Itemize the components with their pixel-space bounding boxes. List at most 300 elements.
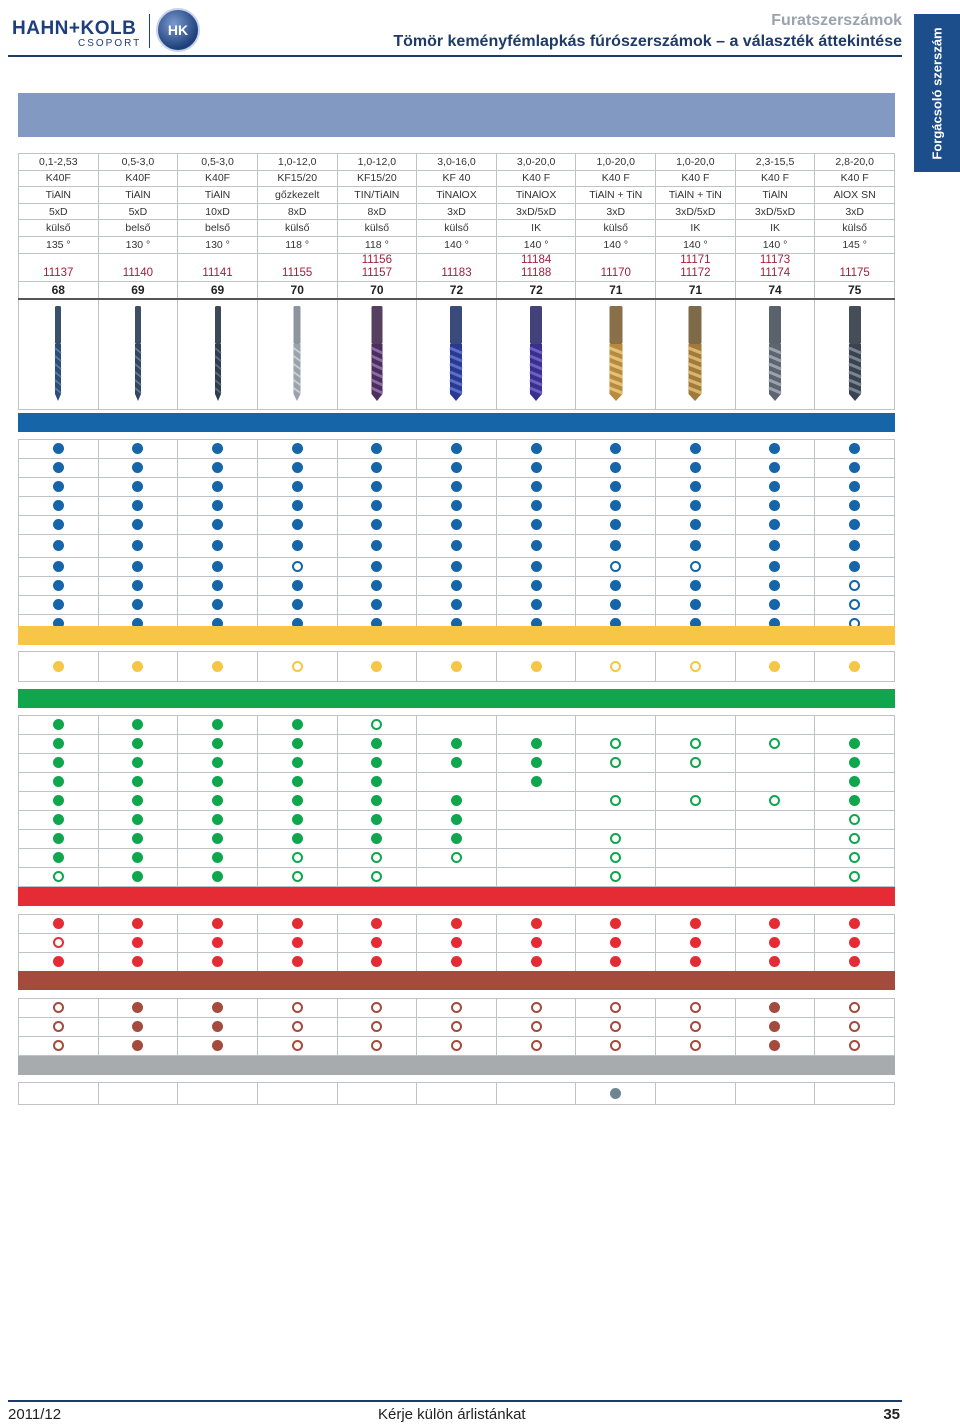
suitable-dot-icon bbox=[690, 519, 701, 530]
suitability-cell bbox=[337, 596, 417, 615]
spec-cell: K40 F bbox=[735, 170, 815, 187]
catalog-page-ref[interactable]: 71 bbox=[576, 281, 656, 299]
logo-separator bbox=[149, 14, 150, 48]
conditionally-suitable-dot-icon bbox=[53, 871, 64, 882]
suitability-cell bbox=[735, 1018, 815, 1037]
suitability-cell bbox=[257, 1018, 337, 1037]
suitability-cell bbox=[417, 478, 497, 497]
suitability-cell bbox=[98, 811, 178, 830]
spec-cell: TiAlN bbox=[19, 187, 99, 204]
suitability-cell bbox=[735, 652, 815, 682]
suitability-cell bbox=[257, 478, 337, 497]
suitable-dot-icon bbox=[132, 814, 143, 825]
suitable-dot-icon bbox=[531, 462, 542, 473]
suitable-dot-icon bbox=[690, 540, 701, 551]
suitability-row bbox=[19, 577, 895, 596]
suitability-cell bbox=[576, 577, 656, 596]
article-code[interactable]: 11172 bbox=[680, 266, 711, 279]
spec-cell: K40F bbox=[178, 170, 258, 187]
article-code[interactable]: 11188 bbox=[520, 266, 552, 279]
suitability-cell bbox=[576, 558, 656, 577]
spec-cell: 1,0-12,0 bbox=[257, 154, 337, 171]
spec-cell: 0,1-2,53 bbox=[19, 154, 99, 171]
article-code[interactable]: 11156 bbox=[361, 253, 392, 266]
suitable-dot-icon bbox=[53, 738, 64, 749]
suitability-cell bbox=[178, 652, 258, 682]
suitable-dot-icon bbox=[531, 500, 542, 511]
spec-cell: belső bbox=[98, 220, 178, 237]
suitability-cell bbox=[656, 478, 736, 497]
suitability-cell bbox=[815, 773, 895, 792]
suitability-cell bbox=[417, 754, 497, 773]
suitable-dot-icon bbox=[132, 956, 143, 967]
article-code-cell[interactable] bbox=[417, 253, 497, 281]
suitable-dot-icon bbox=[531, 918, 542, 929]
spec-cell: 3,0-16,0 bbox=[417, 154, 497, 171]
article-code[interactable]: 11173 bbox=[759, 253, 791, 266]
suitability-row bbox=[19, 1018, 895, 1037]
article-code[interactable]: 11174 bbox=[759, 266, 791, 279]
suitable-dot-icon bbox=[212, 661, 223, 672]
suitable-dot-icon bbox=[212, 1040, 223, 1051]
suitability-cell bbox=[815, 830, 895, 849]
article-code[interactable]: 11170 bbox=[600, 266, 631, 279]
suitability-cell bbox=[576, 516, 656, 535]
suitability-cell bbox=[98, 716, 178, 735]
suitability-cell bbox=[815, 577, 895, 596]
conditionally-suitable-dot-icon bbox=[451, 1002, 462, 1013]
article-code[interactable] bbox=[258, 254, 337, 267]
suitability-cell bbox=[815, 934, 895, 953]
suitable-dot-icon bbox=[53, 462, 64, 473]
suitability-cell bbox=[735, 478, 815, 497]
suitability-cell bbox=[815, 754, 895, 773]
castiron-suitability-grid bbox=[18, 914, 895, 972]
suitable-dot-icon bbox=[371, 443, 382, 454]
suitability-cell bbox=[815, 792, 895, 811]
drill-bit-image bbox=[521, 304, 551, 404]
article-code[interactable] bbox=[815, 254, 894, 267]
suitable-dot-icon bbox=[53, 500, 64, 511]
catalog-page-ref[interactable]: 74 bbox=[735, 281, 815, 299]
suitability-cell bbox=[337, 459, 417, 478]
spec-cell: 140 ° bbox=[656, 236, 736, 253]
spec-cell: külső bbox=[417, 220, 497, 237]
suitable-dot-icon bbox=[53, 795, 64, 806]
suitability-row bbox=[19, 459, 895, 478]
nonferrous-suitability-grid bbox=[18, 715, 895, 887]
suitability-cell bbox=[735, 516, 815, 535]
suitability-cell bbox=[19, 478, 99, 497]
conditionally-suitable-dot-icon bbox=[849, 814, 860, 825]
suitable-dot-icon bbox=[531, 661, 542, 672]
suitability-cell bbox=[417, 596, 497, 615]
spec-row bbox=[19, 187, 895, 204]
catalog-page-ref[interactable]: 68 bbox=[19, 281, 99, 299]
spec-row bbox=[19, 236, 895, 253]
suitability-cell bbox=[337, 1018, 417, 1037]
suitability-cell bbox=[496, 999, 576, 1018]
conditionally-suitable-dot-icon bbox=[531, 1040, 542, 1051]
suitable-dot-icon bbox=[451, 814, 462, 825]
suitable-dot-icon bbox=[610, 481, 621, 492]
article-code-cell[interactable] bbox=[337, 253, 417, 281]
catalog-page-ref[interactable]: 72 bbox=[417, 281, 497, 299]
conditionally-suitable-dot-icon bbox=[371, 1002, 382, 1013]
suitable-dot-icon bbox=[531, 956, 542, 967]
suitability-cell bbox=[735, 915, 815, 934]
suitability-cell bbox=[178, 1037, 258, 1056]
conditionally-suitable-dot-icon bbox=[690, 757, 701, 768]
article-code[interactable]: 11184 bbox=[520, 253, 552, 266]
suitability-cell bbox=[417, 1083, 497, 1105]
spec-cell: 10xD bbox=[178, 203, 258, 220]
catalog-page-ref[interactable]: 70 bbox=[257, 281, 337, 299]
spec-cell: külső bbox=[337, 220, 417, 237]
suitable-dot-icon bbox=[53, 719, 64, 730]
spec-cell: 3xD bbox=[417, 203, 497, 220]
spec-row bbox=[19, 203, 895, 220]
conditionally-suitable-dot-icon bbox=[849, 580, 860, 591]
drill-image-row bbox=[19, 299, 895, 409]
suitable-dot-icon bbox=[769, 561, 780, 572]
suitability-cell bbox=[496, 516, 576, 535]
suitability-cell bbox=[735, 830, 815, 849]
suitability-cell bbox=[656, 754, 736, 773]
suitability-cell bbox=[98, 1037, 178, 1056]
suitability-cell bbox=[735, 1083, 815, 1105]
spec-cell: 1,0-12,0 bbox=[337, 154, 417, 171]
catalog-page-ref[interactable]: 70 bbox=[337, 281, 417, 299]
suitability-cell bbox=[815, 1083, 895, 1105]
conditionally-suitable-dot-icon bbox=[610, 1040, 621, 1051]
suitability-cell bbox=[576, 915, 656, 934]
spec-cell: TiAlN bbox=[98, 187, 178, 204]
suitable-dot-icon bbox=[292, 956, 303, 967]
suitability-row bbox=[19, 1037, 895, 1056]
company-logo bbox=[10, 8, 200, 52]
suitability-cell bbox=[815, 459, 895, 478]
suitable-dot-icon bbox=[610, 540, 621, 551]
suitability-cell bbox=[19, 1083, 99, 1105]
conditionally-suitable-dot-icon bbox=[292, 661, 303, 672]
suitable-dot-icon bbox=[132, 1040, 143, 1051]
suitability-cell bbox=[815, 535, 895, 558]
suitable-dot-icon bbox=[132, 757, 143, 768]
suitability-cell bbox=[815, 999, 895, 1018]
spec-cell: 0,5-3,0 bbox=[98, 154, 178, 171]
suitable-dot-icon bbox=[292, 937, 303, 948]
suitable-dot-icon bbox=[371, 814, 382, 825]
conditionally-suitable-dot-icon bbox=[849, 1021, 860, 1032]
suitability-cell bbox=[656, 577, 736, 596]
suitability-row bbox=[19, 792, 895, 811]
suitable-dot-icon bbox=[292, 481, 303, 492]
suitability-cell bbox=[735, 953, 815, 972]
suitable-dot-icon bbox=[690, 918, 701, 929]
suitable-dot-icon bbox=[769, 1040, 780, 1051]
suitability-cell bbox=[576, 934, 656, 953]
article-code[interactable] bbox=[99, 254, 178, 267]
castiron-band bbox=[18, 887, 895, 906]
suitable-dot-icon bbox=[212, 443, 223, 454]
drill-bit-image bbox=[203, 304, 233, 404]
suitable-dot-icon bbox=[292, 540, 303, 551]
conditionally-suitable-dot-icon bbox=[610, 561, 621, 572]
suitable-dot-icon bbox=[371, 580, 382, 591]
spec-cell: külső bbox=[257, 220, 337, 237]
suitability-cell bbox=[656, 1018, 736, 1037]
suitability-cell bbox=[98, 1083, 178, 1105]
suitability-cell bbox=[496, 773, 576, 792]
suitable-dot-icon bbox=[292, 719, 303, 730]
article-code-cell[interactable] bbox=[257, 253, 337, 281]
suitability-row bbox=[19, 516, 895, 535]
suitability-cell bbox=[19, 716, 99, 735]
suitability-row bbox=[19, 773, 895, 792]
spec-cell: TiNAlOX bbox=[417, 187, 497, 204]
suitable-dot-icon bbox=[769, 599, 780, 610]
spec-cell: TiNAlOX bbox=[496, 187, 576, 204]
suitable-dot-icon bbox=[53, 481, 64, 492]
suitability-cell bbox=[178, 773, 258, 792]
catalog-page-row bbox=[19, 281, 895, 299]
suitability-cell bbox=[98, 735, 178, 754]
conditionally-suitable-dot-icon bbox=[451, 852, 462, 863]
suitable-dot-icon bbox=[371, 661, 382, 672]
suitability-cell bbox=[19, 754, 99, 773]
article-code[interactable]: 11140 bbox=[122, 266, 154, 279]
suitable-dot-icon bbox=[212, 757, 223, 768]
suitability-cell bbox=[496, 849, 576, 868]
suitability-cell bbox=[417, 716, 497, 735]
suitable-dot-icon bbox=[292, 918, 303, 929]
suitability-cell bbox=[656, 459, 736, 478]
spec-cell: AlOX SN bbox=[815, 187, 895, 204]
suitable-dot-icon bbox=[132, 561, 143, 572]
conditionally-suitable-dot-icon bbox=[849, 599, 860, 610]
suitability-cell bbox=[496, 811, 576, 830]
suitability-row bbox=[19, 716, 895, 735]
conditionally-suitable-dot-icon bbox=[292, 1002, 303, 1013]
conditionally-suitable-dot-icon bbox=[610, 661, 621, 672]
suitable-dot-icon bbox=[849, 500, 860, 511]
suitable-dot-icon bbox=[53, 519, 64, 530]
suitability-cell bbox=[496, 868, 576, 887]
article-code[interactable] bbox=[417, 254, 496, 267]
suitability-cell bbox=[257, 999, 337, 1018]
catalog-page-ref[interactable]: 69 bbox=[178, 281, 258, 299]
suitability-cell bbox=[815, 558, 895, 577]
suitable-dot-icon bbox=[610, 500, 621, 511]
article-code-cell[interactable] bbox=[496, 253, 576, 281]
suitability-cell bbox=[576, 953, 656, 972]
suitability-cell bbox=[496, 558, 576, 577]
spec-cell: 3xD bbox=[815, 203, 895, 220]
suitability-cell bbox=[735, 999, 815, 1018]
conditionally-suitable-dot-icon bbox=[610, 738, 621, 749]
article-code-cell[interactable] bbox=[576, 253, 656, 281]
suitable-dot-icon bbox=[769, 937, 780, 948]
suitability-cell bbox=[98, 754, 178, 773]
suitability-cell bbox=[337, 792, 417, 811]
suitable-dot-icon bbox=[212, 580, 223, 591]
catalog-page-ref[interactable]: 69 bbox=[98, 281, 178, 299]
suitable-dot-icon bbox=[212, 481, 223, 492]
suitability-cell bbox=[815, 953, 895, 972]
article-code-cell[interactable] bbox=[735, 253, 815, 281]
conditionally-suitable-dot-icon bbox=[690, 738, 701, 749]
suitability-cell bbox=[417, 1018, 497, 1037]
suitability-cell bbox=[257, 1083, 337, 1105]
suitable-dot-icon bbox=[371, 462, 382, 473]
article-code[interactable]: 11137 bbox=[43, 266, 74, 279]
drill-bit-image bbox=[43, 304, 73, 404]
suitability-cell bbox=[417, 999, 497, 1018]
article-code-cell[interactable] bbox=[656, 253, 736, 281]
suitability-cell bbox=[98, 535, 178, 558]
article-code[interactable]: 11183 bbox=[441, 266, 472, 279]
spec-cell: KF15/20 bbox=[337, 170, 417, 187]
suitability-cell bbox=[19, 868, 99, 887]
suitable-dot-icon bbox=[53, 561, 64, 572]
article-code[interactable] bbox=[19, 254, 98, 267]
conditionally-suitable-dot-icon bbox=[690, 1021, 701, 1032]
article-code-cell[interactable] bbox=[178, 253, 258, 281]
conditionally-suitable-dot-icon bbox=[610, 1002, 621, 1013]
suitability-cell bbox=[98, 773, 178, 792]
article-code[interactable] bbox=[178, 254, 257, 267]
suitable-dot-icon bbox=[212, 500, 223, 511]
suitability-cell bbox=[178, 577, 258, 596]
suitability-cell bbox=[337, 1037, 417, 1056]
suitable-dot-icon bbox=[690, 956, 701, 967]
suitable-dot-icon bbox=[451, 937, 462, 948]
suitable-dot-icon bbox=[132, 599, 143, 610]
suitable-dot-icon bbox=[531, 580, 542, 591]
spec-cell: TiAlN bbox=[735, 187, 815, 204]
suitability-cell bbox=[257, 792, 337, 811]
suitable-dot-icon bbox=[849, 519, 860, 530]
spec-cell: 130 ° bbox=[178, 236, 258, 253]
suitable-dot-icon bbox=[132, 1002, 143, 1013]
suitability-cell bbox=[656, 535, 736, 558]
suitability-cell bbox=[735, 535, 815, 558]
suitability-cell bbox=[178, 953, 258, 972]
suitable-dot-icon bbox=[371, 795, 382, 806]
suitability-cell bbox=[417, 868, 497, 887]
suitable-dot-icon bbox=[212, 852, 223, 863]
suitability-cell bbox=[19, 577, 99, 596]
article-code-cell[interactable] bbox=[815, 253, 895, 281]
suitability-cell bbox=[735, 558, 815, 577]
steel-band bbox=[18, 413, 895, 432]
suitability-cell bbox=[337, 868, 417, 887]
suitable-dot-icon bbox=[690, 580, 701, 591]
suitability-cell bbox=[98, 953, 178, 972]
suitable-dot-icon bbox=[53, 776, 64, 787]
suitability-cell bbox=[735, 459, 815, 478]
suitability-cell bbox=[496, 934, 576, 953]
suitable-dot-icon bbox=[451, 918, 462, 929]
article-code[interactable]: 11175 bbox=[839, 266, 870, 279]
suitability-cell bbox=[98, 558, 178, 577]
suitable-dot-icon bbox=[371, 833, 382, 844]
suitability-cell bbox=[576, 440, 656, 459]
logo-badge-icon: HK bbox=[156, 8, 200, 52]
suitability-cell bbox=[178, 1083, 258, 1105]
article-code[interactable]: 11171 bbox=[680, 253, 711, 266]
suitability-cell bbox=[815, 478, 895, 497]
suitable-dot-icon bbox=[132, 540, 143, 551]
suitability-cell bbox=[656, 497, 736, 516]
conditionally-suitable-dot-icon bbox=[371, 871, 382, 882]
suitability-cell bbox=[98, 516, 178, 535]
suitability-cell bbox=[496, 830, 576, 849]
suitability-cell bbox=[417, 459, 497, 478]
suitability-cell bbox=[178, 811, 258, 830]
suitable-dot-icon bbox=[769, 540, 780, 551]
suitability-cell bbox=[98, 849, 178, 868]
header-rule bbox=[8, 55, 902, 57]
suitability-cell bbox=[496, 1083, 576, 1105]
suitability-cell bbox=[496, 497, 576, 516]
suitable-dot-icon bbox=[53, 814, 64, 825]
suitable-dot-icon bbox=[292, 462, 303, 473]
suitability-row bbox=[19, 558, 895, 577]
spec-cell: 140 ° bbox=[576, 236, 656, 253]
article-code-cell[interactable] bbox=[19, 253, 99, 281]
article-code[interactable]: 11141 bbox=[202, 266, 233, 279]
conditionally-suitable-dot-icon bbox=[292, 1021, 303, 1032]
suitable-dot-icon bbox=[132, 833, 143, 844]
suitability-cell bbox=[98, 1018, 178, 1037]
spec-cell: 3xD/5xD bbox=[735, 203, 815, 220]
catalog-page-ref[interactable]: 71 bbox=[656, 281, 736, 299]
suitability-cell bbox=[98, 440, 178, 459]
suitability-cell bbox=[417, 915, 497, 934]
article-code-cell[interactable] bbox=[98, 253, 178, 281]
article-code[interactable] bbox=[576, 254, 655, 267]
conditionally-suitable-dot-icon bbox=[690, 1002, 701, 1013]
suitable-dot-icon bbox=[292, 795, 303, 806]
suitability-cell bbox=[656, 999, 736, 1018]
suitable-dot-icon bbox=[451, 540, 462, 551]
article-code[interactable]: 11157 bbox=[361, 266, 392, 279]
suitability-cell bbox=[815, 497, 895, 516]
drill-image-cell bbox=[735, 299, 815, 409]
side-tab-label: Forgácsoló szerszám bbox=[929, 26, 945, 160]
suitability-cell bbox=[19, 535, 99, 558]
suitability-cell bbox=[19, 440, 99, 459]
suitable-dot-icon bbox=[53, 918, 64, 929]
drill-image-cell bbox=[417, 299, 497, 409]
suitability-cell bbox=[178, 934, 258, 953]
spec-cell: IK bbox=[656, 220, 736, 237]
spec-cell: 118 ° bbox=[257, 236, 337, 253]
suitable-dot-icon bbox=[451, 738, 462, 749]
article-code[interactable]: 11155 bbox=[282, 266, 313, 279]
catalog-page-ref[interactable]: 72 bbox=[496, 281, 576, 299]
conditionally-suitable-dot-icon bbox=[610, 1021, 621, 1032]
suitable-dot-icon bbox=[769, 481, 780, 492]
conditionally-suitable-dot-icon bbox=[690, 795, 701, 806]
catalog-page-ref[interactable]: 75 bbox=[815, 281, 895, 299]
suitable-dot-icon bbox=[212, 937, 223, 948]
suitability-cell bbox=[417, 735, 497, 754]
suitability-cell bbox=[576, 849, 656, 868]
suitability-cell bbox=[496, 915, 576, 934]
